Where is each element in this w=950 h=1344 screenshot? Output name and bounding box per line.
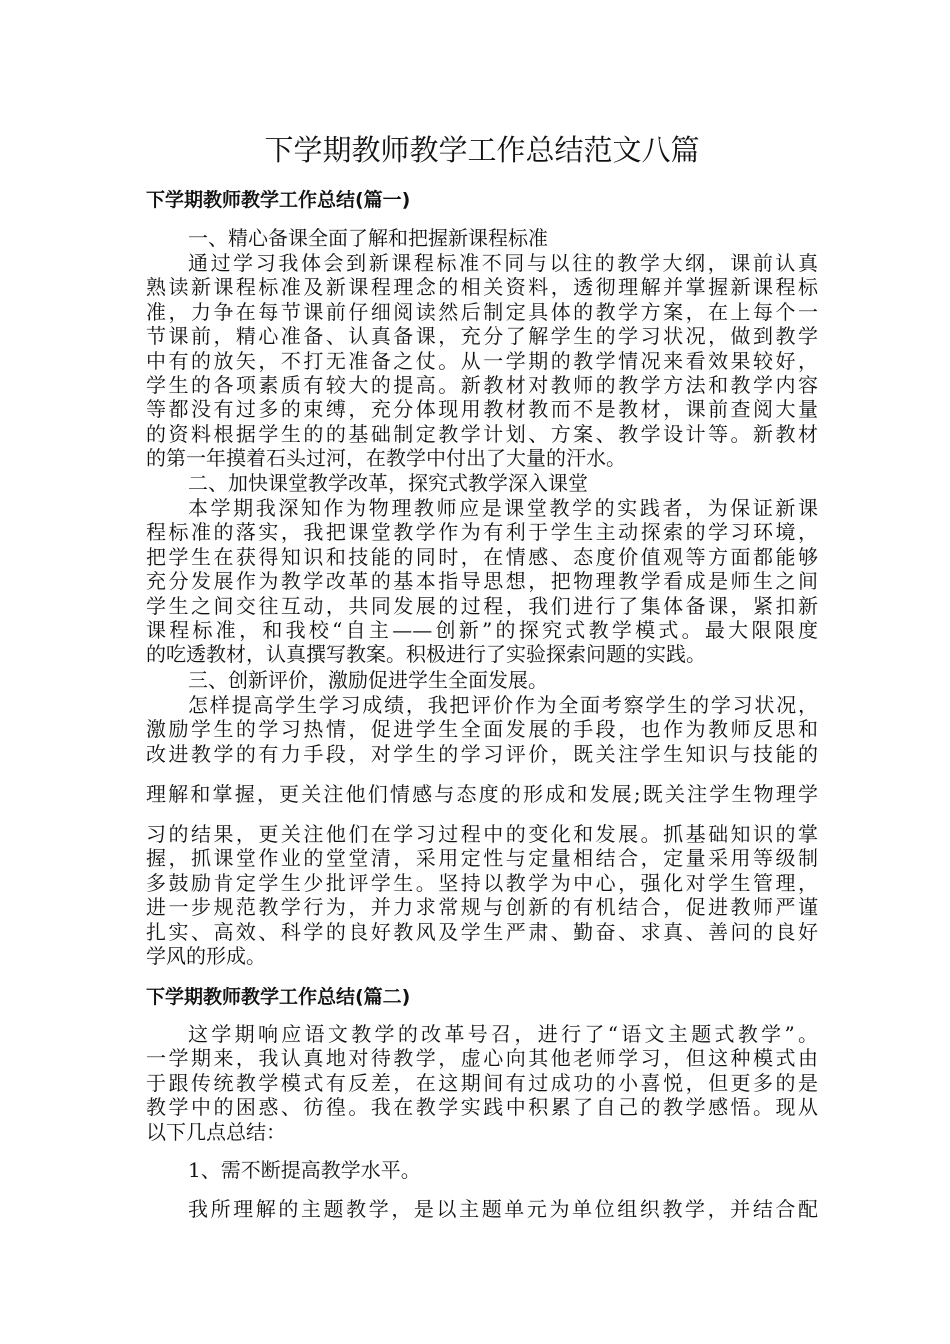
paragraph-line: 本学期我深知作为物理教师应是课堂教学的实践者，为保证新课	[188, 496, 818, 520]
paragraph-line: 把学生在获得知识和技能的同时，在情感、态度价值观等方面都能够	[146, 544, 818, 569]
paragraph-line: 一学期来，我认真地对待教学，虚心向其他老师学习，但这种模式由	[146, 1046, 818, 1071]
paragraph-line: 节课前，精心准备、认真备课，充分了解学生的学习状况，做到教学	[146, 324, 818, 349]
paragraph-line: 学生的各项素质有较大的提高。新教材对教师的教学方法和教学内容	[146, 373, 818, 398]
paragraph-2	[146, 496, 818, 667]
paragraph-line: 进一步规范教学行为，并力求常规与创新的有机结合，促进教师严谨	[146, 895, 818, 920]
paragraph-line: 通过学习我体会到新课程标准不同与以往的教学大纲，课前认真	[188, 251, 818, 275]
paragraph-line: 的吃透教材，认真撰写教案。积极进行了实验探索问题的实践。	[146, 642, 706, 667]
paragraph-line: 我所理解的主题教学，是以主题单元为单位组织教学，并结合配	[188, 1197, 818, 1221]
paragraph-4	[146, 1022, 818, 1144]
paragraph-line: 激励学生的学习热情，促进学生全面发展的手段，也作为教师反思和	[146, 717, 818, 742]
paragraph-3b	[146, 782, 818, 806]
paragraph-line: 以下几点总结：	[146, 1119, 286, 1144]
paragraph-3c	[146, 822, 818, 968]
paragraph-line: 的第一年摸着石头过河，在教学中付出了大量的汗水。	[146, 446, 626, 471]
paragraph-line: 等都没有过多的束缚，充分体现用教材教而不是教材，课前查阅大量	[146, 397, 818, 422]
paragraph-line: 程标准的落实，我把课堂教学作为有利于学生主动探索的学习环境，	[146, 520, 818, 545]
subheading-text: 一、精心备课全面了解和把握新课程标准	[188, 226, 548, 250]
paragraph-line: 多鼓励肯定学生少批评学生。坚持以教学为中心，强化对学生管理，	[146, 870, 818, 895]
paragraph-5	[146, 1197, 818, 1221]
paragraph-line: 扎实、高效、科学的良好教风及学生严肃、勤奋、求真、善问的良好	[146, 919, 818, 944]
paragraph-line: 学风的形成。	[146, 944, 266, 969]
paragraph-line: 习的结果，更关注他们在学习过程中的变化和发展。抓基础知识的掌	[146, 822, 818, 846]
subheading-text: 三、创新评价，激励促进学生全面发展。	[188, 668, 548, 692]
paragraph-line: 这学期响应语文教学的改革号召，进行了“语文主题式教学”。	[188, 1022, 818, 1046]
paragraph-1	[146, 251, 818, 471]
paragraph-line: 充分发展作为教学改革的基本指导思想，把物理教学看成是师生之间	[146, 569, 818, 594]
paragraph-line: 准，力争在每节课前仔细阅读然后制定具体的教学方案，在上每个一	[146, 299, 818, 324]
paragraph-line: 于跟传统教学模式有反差，在这期间有过成功的小喜悦，但更多的是	[146, 1070, 818, 1095]
paragraph-line: 改进教学的有力手段，对学生的学习评价，既关注学生知识与技能的	[146, 741, 818, 766]
page-title: 下学期教师教学工作总结范文八篇	[264, 133, 700, 167]
list-item-1	[146, 1158, 818, 1182]
paragraph-line: 熟读新课程标准及新课程理念的相关资料，透彻理解并掌握新课程标	[146, 275, 818, 300]
list-item-text: 1、需不断提高教学水平。	[188, 1158, 421, 1182]
paragraph-line: 怎样提高学生学习成绩，我把评价作为全面考察学生的学习状况，	[188, 693, 818, 717]
paragraph-line: 理解和掌握，更关注他们情感与态度的形成和发展;既关注学生物理学	[146, 782, 818, 806]
subheading-2	[146, 471, 818, 495]
paragraph-line: 课程标准，和我校“自主——创新”的探究式教学模式。最大限限度	[146, 618, 818, 643]
paragraph-line: 学生之间交往互动，共同发展的过程，我们进行了集体备课，紧扣新	[146, 593, 818, 618]
subheading-3	[146, 668, 818, 692]
paragraph-line: 中有的放矢，不打无准备之仗。从一学期的教学情况来看效果较好，	[146, 348, 818, 373]
paragraph-line: 握，抓课堂作业的堂堂清，采用定性与定量相结合，定量采用等级制	[146, 846, 818, 871]
subheading-text: 二、加快课堂教学改革，探究式教学深入课堂	[188, 471, 588, 495]
subheading-1	[146, 226, 818, 250]
paragraph-line: 教学中的困惑、彷徨。我在教学实践中积累了自己的教学感悟。现从	[146, 1095, 818, 1120]
section-heading-1: 下学期教师教学工作总结(篇一)	[146, 189, 411, 211]
paragraph-line: 的资料根据学生的的基础制定教学计划、方案、教学设计等。新教材	[146, 421, 818, 446]
paragraph-3a	[146, 693, 818, 766]
section-heading-2: 下学期教师教学工作总结(篇二)	[146, 986, 411, 1008]
